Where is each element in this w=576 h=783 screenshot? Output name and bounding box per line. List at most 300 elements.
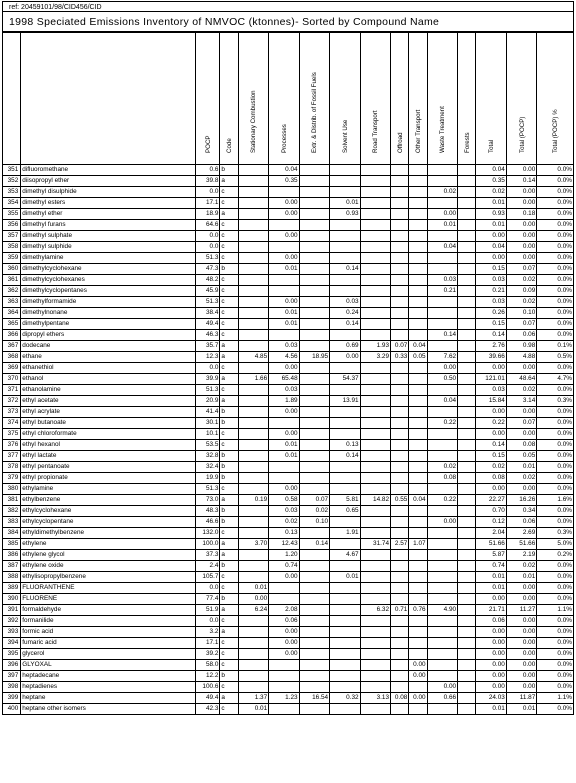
table-cell: 0.00 — [506, 198, 536, 209]
table-cell: ethyldimethylbenzene — [21, 528, 196, 539]
table-cell: 1.6% — [537, 495, 574, 506]
table-cell: 51.3 — [196, 253, 220, 264]
column-header-label: Waste Treatment — [439, 106, 447, 153]
column-header-label: Code — [226, 138, 234, 153]
table-cell: 354 — [3, 198, 21, 209]
table-cell: dimethylcyclohexane — [21, 264, 196, 275]
table-cell: 352 — [3, 176, 21, 187]
table-cell — [458, 429, 476, 440]
table-cell — [330, 649, 360, 660]
table-cell — [360, 528, 390, 539]
table-cell — [409, 198, 427, 209]
table-cell — [360, 253, 390, 264]
table-cell — [391, 242, 409, 253]
table-cell: b — [220, 561, 238, 572]
table-cell: 2.4 — [196, 561, 220, 572]
table-cell: 0.15 — [476, 319, 506, 330]
table-cell — [299, 275, 329, 286]
table-cell: 18.9 — [196, 209, 220, 220]
table-cell — [427, 616, 457, 627]
table-row — [3, 363, 574, 374]
table-cell — [360, 385, 390, 396]
table-cell — [360, 484, 390, 495]
table-cell: 361 — [3, 275, 21, 286]
table-cell — [391, 165, 409, 176]
table-cell: heptadecane — [21, 671, 196, 682]
table-cell: c — [220, 275, 238, 286]
table-cell — [427, 429, 457, 440]
table-cell: 394 — [3, 638, 21, 649]
table-cell: 54.37 — [330, 374, 360, 385]
table-cell — [391, 572, 409, 583]
table-cell: 0.00 — [506, 638, 536, 649]
table-cell: ethyl butanoate — [21, 418, 196, 429]
column-header — [238, 33, 268, 165]
table-cell: b — [220, 264, 238, 275]
table-cell — [458, 341, 476, 352]
table-cell — [299, 550, 329, 561]
table-cell — [458, 176, 476, 187]
table-cell — [238, 253, 268, 264]
table-cell: 3.70 — [238, 539, 268, 550]
table-cell: 0.00 — [506, 660, 536, 671]
table-cell: 0.00 — [330, 352, 360, 363]
table-row — [3, 561, 574, 572]
table-cell: 1.66 — [238, 374, 268, 385]
table-cell: FLUORENE — [21, 594, 196, 605]
table-cell: dimethyl sulphide — [21, 242, 196, 253]
table-cell — [427, 627, 457, 638]
table-cell — [360, 429, 390, 440]
table-cell: 383 — [3, 517, 21, 528]
table-cell: 0.01 — [476, 220, 506, 231]
table-cell: 0.0% — [537, 165, 574, 176]
table-row — [3, 374, 574, 385]
table-cell: 0.0% — [537, 209, 574, 220]
table-cell — [391, 231, 409, 242]
table-cell: 0.03 — [269, 385, 299, 396]
table-cell — [427, 407, 457, 418]
table-row — [3, 572, 574, 583]
table-cell — [391, 220, 409, 231]
table-cell — [391, 209, 409, 220]
table-cell — [427, 308, 457, 319]
table-cell — [330, 627, 360, 638]
table-cell — [330, 253, 360, 264]
table-cell: 65.48 — [269, 374, 299, 385]
table-cell: ethyl propionate — [21, 473, 196, 484]
table-cell — [299, 407, 329, 418]
table-cell — [391, 429, 409, 440]
table-cell — [360, 462, 390, 473]
table-cell: 0.00 — [269, 627, 299, 638]
table-cell: 4.88 — [506, 352, 536, 363]
table-cell — [238, 561, 268, 572]
table-cell: dimethyl esters — [21, 198, 196, 209]
table-cell — [238, 231, 268, 242]
table-cell: heptadienes — [21, 682, 196, 693]
table-cell — [409, 319, 427, 330]
table-cell: 4.67 — [330, 550, 360, 561]
table-cell: 0.00 — [269, 429, 299, 440]
table-cell — [330, 462, 360, 473]
table-cell — [458, 704, 476, 715]
table-cell — [330, 286, 360, 297]
table-row — [3, 341, 574, 352]
table-cell: 0.07 — [391, 341, 409, 352]
table-cell: b — [220, 418, 238, 429]
table-cell: 367 — [3, 341, 21, 352]
table-cell: 0.0% — [537, 473, 574, 484]
table-cell: 356 — [3, 220, 21, 231]
table-cell: 0.93 — [476, 209, 506, 220]
column-header — [299, 33, 329, 165]
table-cell — [360, 275, 390, 286]
table-cell — [238, 187, 268, 198]
table-cell: 0.00 — [506, 616, 536, 627]
table-row — [3, 352, 574, 363]
table-cell: 376 — [3, 440, 21, 451]
table-cell — [458, 220, 476, 231]
table-cell — [360, 550, 390, 561]
table-cell: dimethylnonane — [21, 308, 196, 319]
table-cell: 0.0% — [537, 242, 574, 253]
table-cell: 0.00 — [506, 484, 536, 495]
table-cell — [299, 220, 329, 231]
table-cell: c — [220, 528, 238, 539]
table-cell: difluoromethane — [21, 165, 196, 176]
table-cell — [330, 330, 360, 341]
table-cell: 31.74 — [360, 539, 390, 550]
table-cell — [458, 440, 476, 451]
table-cell: 51.3 — [196, 297, 220, 308]
table-cell: glycerol — [21, 649, 196, 660]
table-cell — [238, 330, 268, 341]
table-cell — [409, 209, 427, 220]
table-cell — [409, 231, 427, 242]
table-cell: 0.04 — [409, 495, 427, 506]
table-cell: 0.2% — [537, 550, 574, 561]
table-row — [3, 231, 574, 242]
table-cell: 0.15 — [476, 451, 506, 462]
table-cell — [409, 165, 427, 176]
table-cell: 0.02 — [506, 275, 536, 286]
table-cell — [238, 616, 268, 627]
table-cell — [238, 528, 268, 539]
table-cell: 0.00 — [269, 209, 299, 220]
table-cell — [409, 297, 427, 308]
table-cell — [458, 561, 476, 572]
table-cell — [427, 638, 457, 649]
table-cell: 0.14 — [506, 176, 536, 187]
table-cell: 12.2 — [196, 671, 220, 682]
table-cell — [238, 209, 268, 220]
table-cell — [360, 649, 390, 660]
table-cell: 0.55 — [391, 495, 409, 506]
table-cell: 396 — [3, 660, 21, 671]
table-cell: 0.00 — [238, 594, 268, 605]
table-row — [3, 517, 574, 528]
table-cell: 4.56 — [269, 352, 299, 363]
table-cell — [330, 517, 360, 528]
table-cell: 0.34 — [506, 506, 536, 517]
table-cell — [409, 440, 427, 451]
column-header — [220, 33, 238, 165]
table-cell: ethyl acetate — [21, 396, 196, 407]
table-cell: 0.00 — [506, 242, 536, 253]
table-cell — [299, 627, 329, 638]
table-cell — [409, 363, 427, 374]
table-cell: 0.0% — [537, 627, 574, 638]
table-cell: 0.0% — [537, 594, 574, 605]
table-cell: 0.0% — [537, 638, 574, 649]
table-row — [3, 484, 574, 495]
table-cell — [409, 517, 427, 528]
table-cell: 47.3 — [196, 264, 220, 275]
table-cell: ethyl hexanol — [21, 440, 196, 451]
table-cell: 0.19 — [238, 495, 268, 506]
table-cell — [360, 473, 390, 484]
table-cell — [330, 660, 360, 671]
table-cell — [299, 704, 329, 715]
table-cell: 0.0% — [537, 506, 574, 517]
table-cell — [299, 616, 329, 627]
table-cell: 398 — [3, 682, 21, 693]
table-cell — [330, 539, 360, 550]
table-cell: 30.1 — [196, 418, 220, 429]
table-cell: 0.01 — [506, 572, 536, 583]
table-cell — [330, 242, 360, 253]
table-cell: 0.24 — [330, 308, 360, 319]
table-row — [3, 429, 574, 440]
table-cell: 0.00 — [409, 671, 427, 682]
table-cell — [238, 242, 268, 253]
table-cell: 105.7 — [196, 572, 220, 583]
table-cell: 7.62 — [427, 352, 457, 363]
table-cell — [409, 583, 427, 594]
table-cell: 0.0 — [196, 616, 220, 627]
table-cell — [360, 407, 390, 418]
table-cell — [427, 165, 457, 176]
column-header-label: Total (POCP) — [518, 116, 526, 153]
table-cell: 358 — [3, 242, 21, 253]
table-cell — [269, 462, 299, 473]
table-cell: 0.0 — [196, 583, 220, 594]
table-cell: 0.00 — [506, 649, 536, 660]
table-cell: 6.24 — [238, 605, 268, 616]
table-row — [3, 242, 574, 253]
table-cell: 0.21 — [427, 286, 457, 297]
table-cell: 0.02 — [427, 187, 457, 198]
table-cell: a — [220, 605, 238, 616]
column-header — [196, 33, 220, 165]
table-cell: 0.00 — [476, 638, 506, 649]
table-row — [3, 506, 574, 517]
table-cell — [458, 539, 476, 550]
column-header-label: Solvent Use — [341, 119, 349, 153]
table-cell — [458, 594, 476, 605]
table-cell: 375 — [3, 429, 21, 440]
table-cell: 388 — [3, 572, 21, 583]
table-cell: 24.03 — [476, 693, 506, 704]
table-cell — [269, 660, 299, 671]
table-cell: 12.3 — [196, 352, 220, 363]
table-cell: 1.1% — [537, 605, 574, 616]
table-cell — [238, 341, 268, 352]
table-cell — [409, 242, 427, 253]
table-cell: a — [220, 374, 238, 385]
table-cell: FLUORANTHENE — [21, 583, 196, 594]
table-cell: 368 — [3, 352, 21, 363]
table-cell — [391, 330, 409, 341]
table-cell: ethylcyclohexane — [21, 506, 196, 517]
table-row — [3, 704, 574, 715]
table-cell: dipropyl ethers — [21, 330, 196, 341]
table-cell: dimethylformamide — [21, 297, 196, 308]
table-cell — [238, 297, 268, 308]
table-cell: 0.01 — [476, 704, 506, 715]
table-cell — [458, 396, 476, 407]
table-cell: 0.00 — [476, 429, 506, 440]
table-cell — [360, 572, 390, 583]
table-cell: dimethylcyclopentanes — [21, 286, 196, 297]
table-cell — [299, 231, 329, 242]
table-cell: 400 — [3, 704, 21, 715]
table-cell — [299, 638, 329, 649]
table-cell: 42.3 — [196, 704, 220, 715]
table-cell — [330, 638, 360, 649]
table-cell: 0.06 — [476, 616, 506, 627]
table-cell: 0.03 — [476, 297, 506, 308]
table-cell: 32.8 — [196, 451, 220, 462]
table-cell — [238, 682, 268, 693]
table-cell: c — [220, 660, 238, 671]
table-cell — [458, 264, 476, 275]
table-cell — [409, 330, 427, 341]
table-cell — [409, 418, 427, 429]
table-cell: 0.0% — [537, 286, 574, 297]
table-cell — [427, 572, 457, 583]
table-cell — [427, 649, 457, 660]
table-cell — [360, 242, 390, 253]
table-cell: 0.01 — [476, 198, 506, 209]
table-cell — [269, 286, 299, 297]
table-cell — [391, 528, 409, 539]
table-cell: 64.6 — [196, 220, 220, 231]
table-cell — [409, 187, 427, 198]
table-cell: c — [220, 297, 238, 308]
table-cell: c — [220, 649, 238, 660]
table-row — [3, 583, 574, 594]
table-cell — [360, 187, 390, 198]
table-cell — [330, 385, 360, 396]
table-cell — [299, 198, 329, 209]
table-row — [3, 297, 574, 308]
table-cell — [409, 682, 427, 693]
table-cell: 0.0% — [537, 187, 574, 198]
table-cell: 1.93 — [360, 341, 390, 352]
table-cell — [360, 165, 390, 176]
table-cell: 0.00 — [269, 638, 299, 649]
table-cell: 0.14 — [330, 319, 360, 330]
table-cell: 0.14 — [476, 440, 506, 451]
table-cell: 0.0 — [196, 242, 220, 253]
table-row — [3, 440, 574, 451]
table-cell: 0.13 — [330, 440, 360, 451]
table-cell: 0.14 — [330, 451, 360, 462]
table-cell: 381 — [3, 495, 21, 506]
table-cell — [360, 671, 390, 682]
table-cell: a — [220, 396, 238, 407]
table-cell: 0.00 — [506, 594, 536, 605]
table-cell: 0.3% — [537, 396, 574, 407]
table-cell — [458, 693, 476, 704]
table-cell: a — [220, 550, 238, 561]
table-cell: 0.01 — [506, 462, 536, 473]
table-cell: 2.57 — [391, 539, 409, 550]
table-cell: 0.50 — [427, 374, 457, 385]
table-cell — [238, 627, 268, 638]
table-cell — [360, 286, 390, 297]
table-cell — [427, 253, 457, 264]
table-cell — [299, 484, 329, 495]
table-cell — [238, 638, 268, 649]
table-cell: 0.0% — [537, 484, 574, 495]
table-cell: 19.9 — [196, 473, 220, 484]
table-cell — [238, 572, 268, 583]
table-cell: 51.3 — [196, 484, 220, 495]
table-cell — [299, 374, 329, 385]
table-cell — [458, 198, 476, 209]
table-cell — [269, 418, 299, 429]
table-cell — [269, 671, 299, 682]
table-cell: 58.0 — [196, 660, 220, 671]
table-cell: 0.02 — [476, 462, 506, 473]
table-cell: ethylcyclopentane — [21, 517, 196, 528]
table-cell: c — [220, 330, 238, 341]
table-row — [3, 616, 574, 627]
table-cell: 0.0% — [537, 264, 574, 275]
table-cell: 2.69 — [506, 528, 536, 539]
table-cell: 391 — [3, 605, 21, 616]
table-row — [3, 594, 574, 605]
table-row — [3, 407, 574, 418]
table-cell: 2.19 — [506, 550, 536, 561]
table-cell: 0.0% — [537, 517, 574, 528]
emissions-table — [2, 32, 574, 715]
table-cell: 0.02 — [476, 187, 506, 198]
table-cell: a — [220, 176, 238, 187]
table-cell: ethanolamine — [21, 385, 196, 396]
table-cell — [299, 572, 329, 583]
table-cell: 0.01 — [269, 264, 299, 275]
table-cell: 0.00 — [476, 363, 506, 374]
table-cell: 0.00 — [427, 363, 457, 374]
table-cell — [458, 363, 476, 374]
table-cell — [391, 638, 409, 649]
table-row — [3, 682, 574, 693]
table-cell: 1.91 — [330, 528, 360, 539]
table-cell: b — [220, 407, 238, 418]
table-cell: dimethylpentane — [21, 319, 196, 330]
table-cell: dimethyl sulphate — [21, 231, 196, 242]
table-cell: 12.43 — [269, 539, 299, 550]
table-cell — [458, 550, 476, 561]
table-cell — [391, 198, 409, 209]
table-cell: 0.08 — [476, 473, 506, 484]
table-cell — [409, 627, 427, 638]
table-cell: 0.00 — [506, 583, 536, 594]
